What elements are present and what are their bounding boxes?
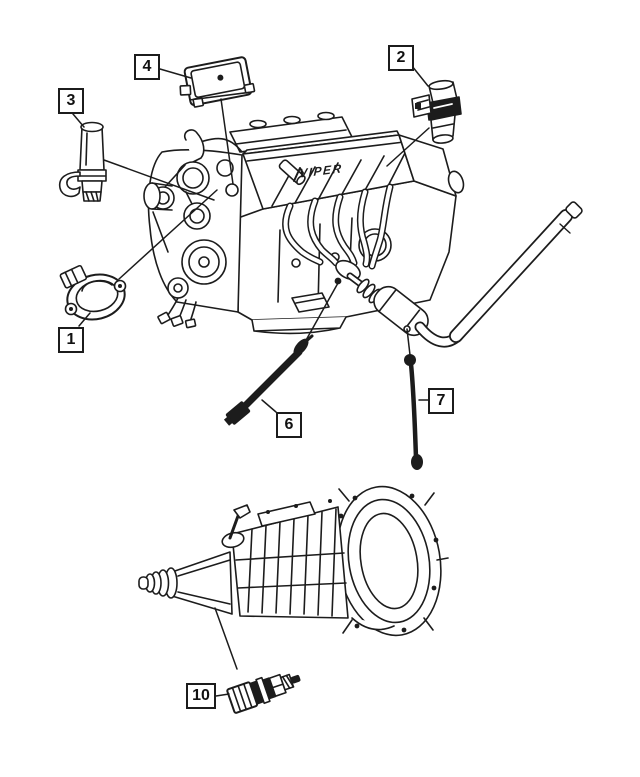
viper-logo-text: VIPER	[298, 161, 343, 181]
leader-line-6-box	[262, 400, 276, 412]
leader-line-3-box	[73, 114, 84, 127]
map-sensor-part-2[interactable]	[412, 79, 461, 144]
switch-plug-part-10[interactable]	[227, 666, 304, 713]
callout-box-3[interactable]: 3	[58, 88, 84, 114]
transmission-illustration	[139, 478, 452, 643]
leader-line-10-part	[215, 608, 237, 669]
callout-box-2[interactable]: 2	[388, 45, 414, 71]
callout-box-10[interactable]: 10	[186, 683, 216, 709]
callout-box-7[interactable]: 7	[428, 388, 454, 414]
callout-box-1[interactable]: 1	[58, 327, 84, 353]
round-sensor-part-1[interactable]	[60, 265, 130, 325]
oxygen-sensor-cable-part-7[interactable]	[404, 354, 423, 470]
callout-box-4[interactable]: 4	[134, 54, 160, 80]
callout-box-6[interactable]: 6	[276, 412, 302, 438]
engine-illustration	[144, 113, 466, 334]
hook-bracket-sensor-part-3[interactable]	[60, 123, 106, 202]
control-module-part-4[interactable]	[176, 56, 256, 109]
leader-line-2-box	[412, 66, 428, 86]
leader-line-10-box	[216, 694, 229, 696]
